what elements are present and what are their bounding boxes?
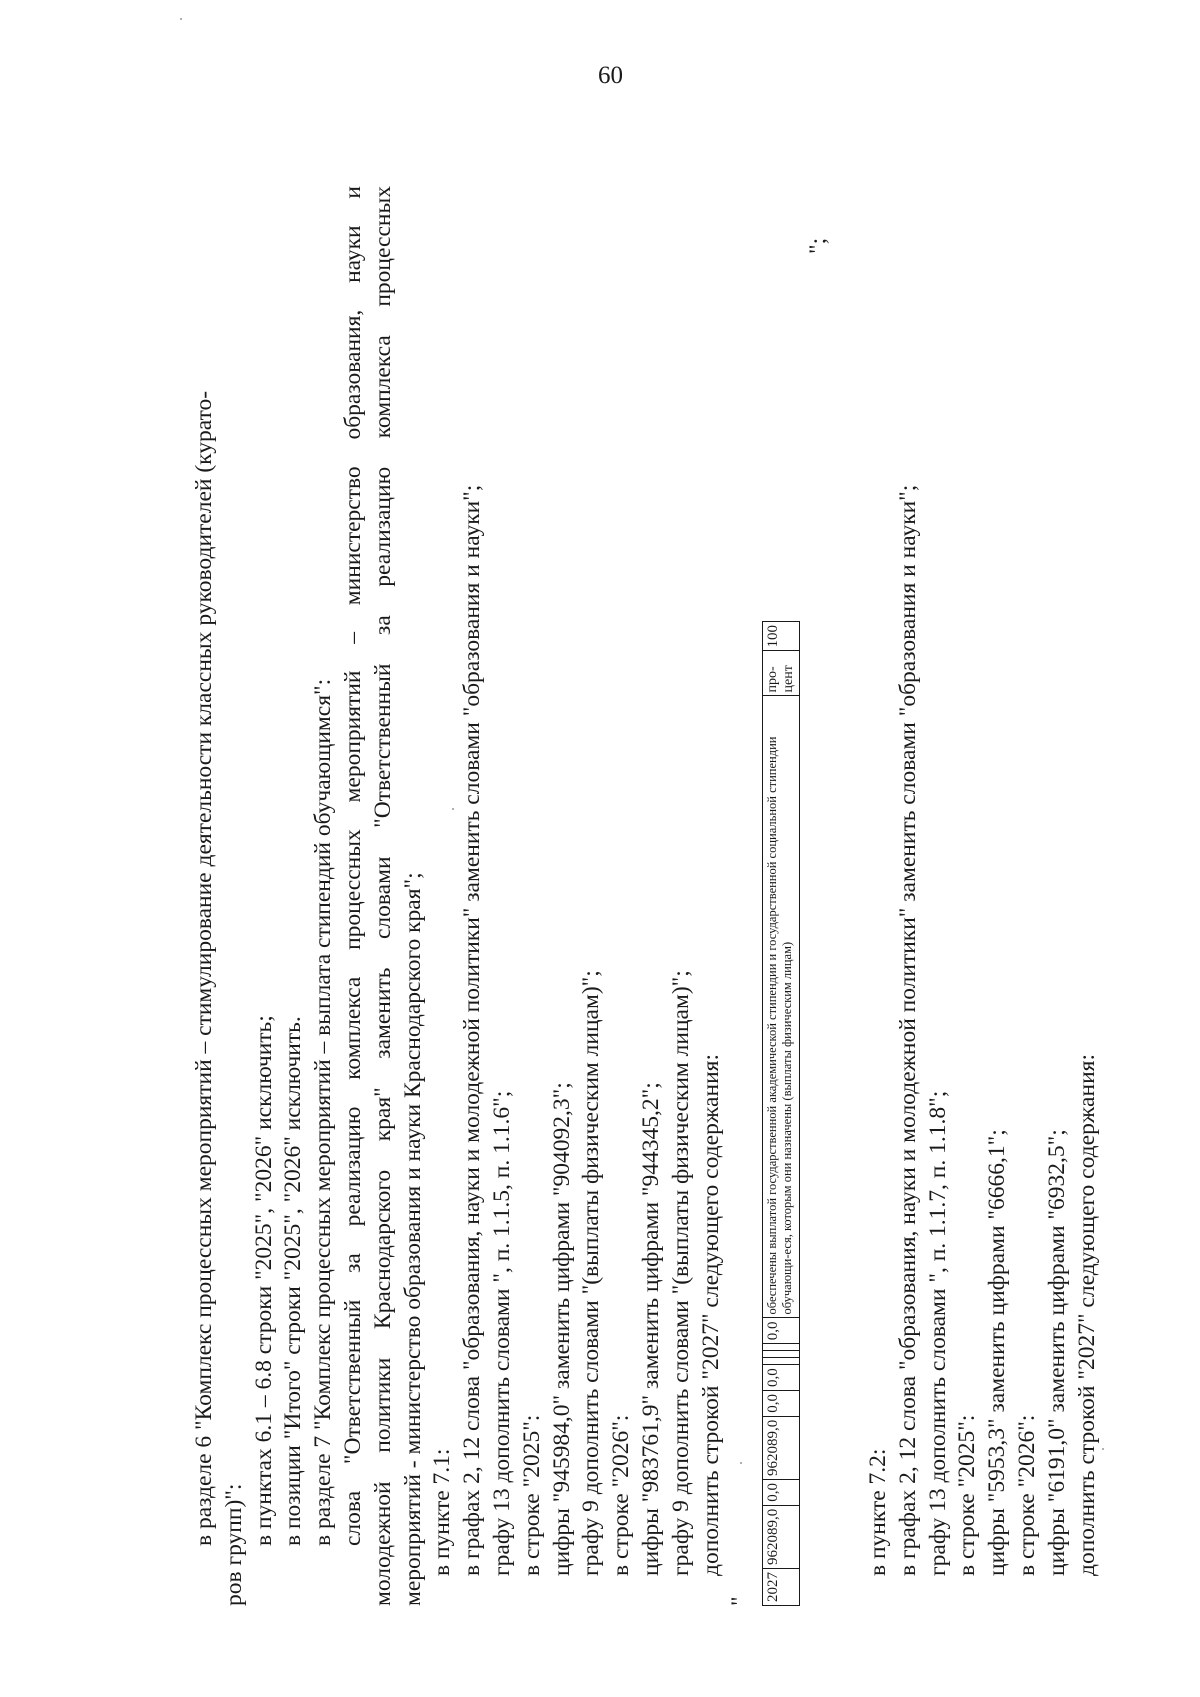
- paragraph-line: в позиции "Итого" строки "2025", "2026" исключить.: [280, 1016, 307, 1546]
- table-cell: 0,0: [763, 1318, 800, 1344]
- table-cell-value: 100: [763, 622, 800, 652]
- paragraph-line: цифры "983761,9" заменить цифрами "944345,2";: [637, 1082, 664, 1576]
- paragraph-line: мероприятий - министерство образования и науки Краснодарского края";: [399, 872, 426, 1606]
- opening-quote: ": [727, 1596, 754, 1606]
- closing-quote: ";: [805, 237, 832, 254]
- paragraph-line: в графах 2, 12 слова "образования, науки и молодежной политики" заменить словами "образования и науки";: [459, 484, 486, 1576]
- paragraph-line: в пункте 7.1:: [429, 1448, 456, 1576]
- paragraph-line: в строке "2026":: [1013, 1414, 1040, 1576]
- table-cell: 0,0: [763, 1365, 800, 1391]
- table-cell: 0,0: [763, 1391, 800, 1417]
- paragraph-line: слова "Ответственный за реализацию комплекса процессных мероприятий – министерство образования, науки и: [339, 186, 366, 1546]
- paragraph-line: графу 13 дополнить словами ", п. 1.1.5, п. 1.1.6";: [488, 1090, 515, 1576]
- paragraph-line: в пункте 7.2:: [864, 1448, 891, 1576]
- table-row: [762, 621, 800, 1606]
- spacer: [834, 186, 864, 1606]
- paragraph-line: в строке "2026":: [608, 1414, 635, 1576]
- paragraph-line: дополнить строкой "2027" следующего содержания:: [1073, 1054, 1100, 1576]
- table-cell-empty: [763, 1358, 800, 1365]
- paragraph-line: в пунктах 6.1 – 6.8 строки "2025", "2026" исключить;: [250, 1015, 277, 1546]
- paragraph-line: графу 9 дополнить словами "(выплаты физическим лицам)";: [667, 970, 694, 1576]
- table-cell-unit: про-цент: [763, 651, 800, 696]
- scan-speck: [180, 18, 182, 20]
- table-cell: 962089,0: [763, 1505, 800, 1568]
- paragraph-line: в разделе 7 "Комплекс процессных мероприятий – выплата стипендий обучающимся":: [310, 678, 337, 1546]
- paragraph-line: ров групп)":: [220, 1483, 247, 1606]
- paragraph-line: в строке "2025":: [518, 1414, 545, 1576]
- paragraph-line: цифры "6191,0" заменить цифрами "6932,5";: [1043, 1129, 1070, 1576]
- paragraph-line: цифры "945984,0" заменить цифрами "904092,3";: [548, 1082, 575, 1576]
- paragraph-line: в графах 2, 12 слова "образования, науки и молодежной политики" заменить словами "образования и науки";: [894, 484, 921, 1576]
- page-number: 60: [598, 62, 623, 89]
- paragraph-line: дополнить строкой "2027" следующего содержания:: [697, 1054, 724, 1576]
- table-cell-empty: [763, 1351, 800, 1358]
- paragraph-line: в строке "2025":: [954, 1414, 981, 1576]
- paragraph-line: графу 9 дополнить словами "(выплаты физическим лицам)";: [578, 970, 605, 1576]
- table-cell-description: обеспечены выплатой государственной академической стипендии и государственной социальной стипендии обучающи-еся, которым они назначены (выплаты физическим лицам): [763, 696, 800, 1318]
- paragraph-line: в разделе 6 "Комплекс процессных мероприятий – стимулирование деятельности классных руководителей (курато-: [191, 390, 217, 1546]
- table-cell: 962089,0: [763, 1416, 800, 1479]
- paragraph-line: графу 13 дополнить словами ", п. 1.1.7, п. 1.1.8";: [924, 1090, 951, 1576]
- table-cell: 0,0: [763, 1480, 800, 1506]
- paragraph-line: молодежной политики Краснодарского края" заменить словами "Ответственный за реализацию комплекса процессных: [369, 186, 396, 1606]
- paragraph-line: цифры "5953,3" заменить цифрами "6666,1";: [984, 1129, 1011, 1576]
- rotated-page-content: [190, 186, 1100, 1606]
- table-cell: 2027: [763, 1569, 800, 1606]
- table-cell-empty: [763, 1344, 800, 1351]
